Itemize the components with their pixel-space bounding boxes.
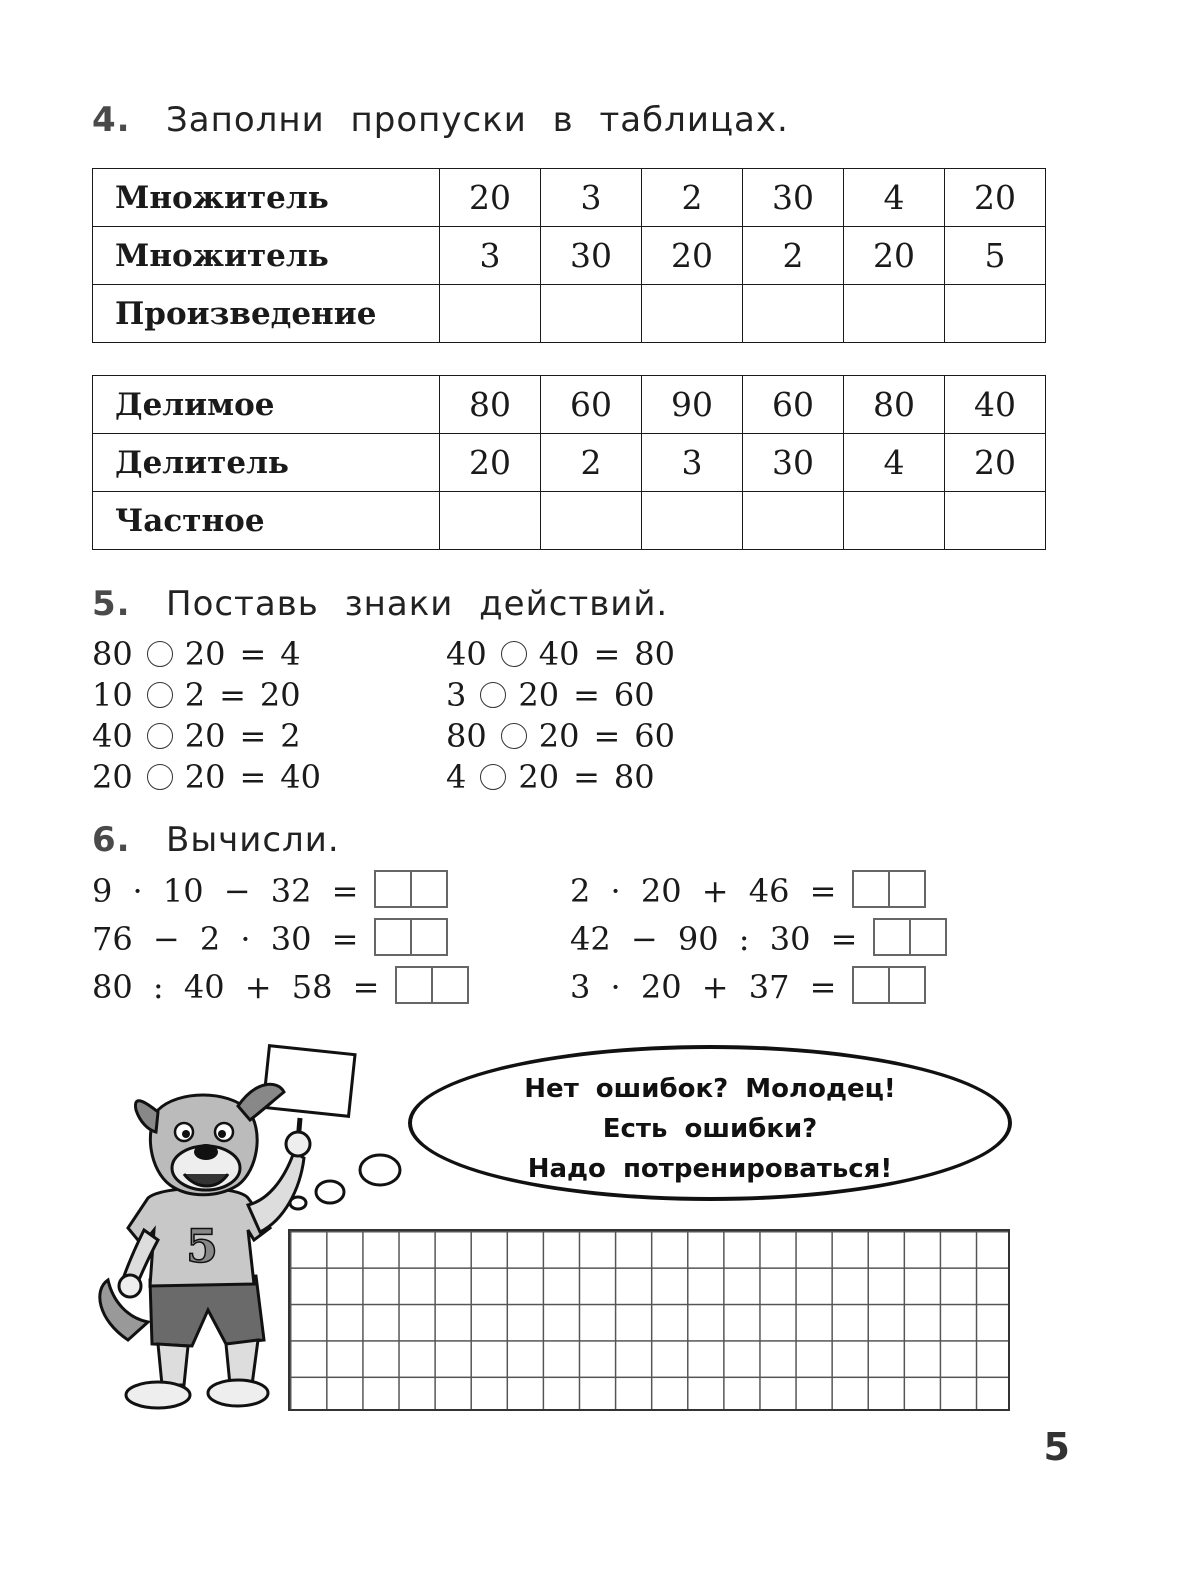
table-row bbox=[93, 492, 1046, 550]
equals-sign: = bbox=[573, 676, 600, 714]
expression-row bbox=[92, 915, 469, 963]
answer-cell[interactable] bbox=[642, 285, 743, 343]
shirt-number: 5 bbox=[186, 1219, 219, 1273]
table-cell: 2 bbox=[541, 434, 642, 492]
answer-cell[interactable] bbox=[844, 285, 945, 343]
calc-right-column bbox=[570, 867, 947, 1011]
row-label: Делимое bbox=[93, 376, 440, 434]
operand: 40 bbox=[92, 717, 133, 755]
result: 4 bbox=[280, 635, 301, 673]
bubble-line: Нет ошибок? Молодец! bbox=[524, 1074, 896, 1104]
table-cell: 3 bbox=[642, 434, 743, 492]
operations-right-column bbox=[446, 634, 675, 798]
sign-circle[interactable] bbox=[501, 641, 527, 667]
result: 60 bbox=[613, 676, 655, 714]
table-cell: 5 bbox=[945, 227, 1046, 285]
table-cell: 80 bbox=[844, 376, 945, 434]
table-cell: 30 bbox=[743, 434, 844, 492]
expression: 80 : 40 + 58 = bbox=[92, 968, 380, 1006]
table-cell: 20 bbox=[642, 227, 743, 285]
sign-circle[interactable] bbox=[147, 682, 173, 708]
row-label: Множитель bbox=[93, 169, 440, 227]
multiplication-table bbox=[92, 168, 1046, 343]
answer-cell[interactable] bbox=[541, 492, 642, 550]
result: 60 bbox=[634, 717, 675, 755]
answer-cell[interactable] bbox=[743, 492, 844, 550]
bubble-line: Надо потренироваться! bbox=[527, 1154, 893, 1184]
equals-sign: = bbox=[239, 717, 267, 755]
operand: 20 bbox=[518, 676, 560, 714]
table-cell: 20 bbox=[844, 227, 945, 285]
table-cell: 3 bbox=[440, 227, 541, 285]
expression: 9 · 10 − 32 = bbox=[92, 872, 359, 910]
task-instruction: Вычисли. bbox=[166, 820, 340, 860]
expression: 3 · 20 + 37 = bbox=[570, 968, 837, 1006]
expression-row bbox=[570, 867, 947, 915]
answer-cell[interactable] bbox=[844, 492, 945, 550]
answer-cell[interactable] bbox=[945, 285, 1046, 343]
table-row bbox=[93, 434, 1046, 492]
table-cell: 20 bbox=[440, 169, 541, 227]
task-4-heading bbox=[92, 100, 789, 140]
operand: 20 bbox=[92, 758, 133, 796]
expression-row bbox=[570, 915, 947, 963]
answer-box[interactable] bbox=[374, 918, 448, 956]
sign-circle[interactable] bbox=[147, 641, 173, 667]
answer-box[interactable] bbox=[395, 966, 469, 1004]
answer-cell[interactable] bbox=[541, 285, 642, 343]
answer-box[interactable] bbox=[873, 918, 947, 956]
table-cell: 30 bbox=[743, 169, 844, 227]
sign-circle[interactable] bbox=[480, 764, 506, 790]
answer-cell[interactable] bbox=[440, 285, 541, 343]
task-number: 5. bbox=[92, 584, 131, 624]
operation-row bbox=[446, 757, 675, 798]
answer-cell[interactable] bbox=[642, 492, 743, 550]
page-number: 5 bbox=[1043, 1425, 1070, 1469]
operand: 2 bbox=[184, 676, 206, 714]
table-cell: 20 bbox=[440, 434, 541, 492]
table-row bbox=[93, 169, 1046, 227]
table-cell: 4 bbox=[844, 434, 945, 492]
sign-board-icon bbox=[263, 1046, 355, 1190]
equals-sign: = bbox=[239, 635, 267, 673]
speech-bubble bbox=[408, 1045, 1012, 1201]
operand: 20 bbox=[184, 635, 226, 673]
task-instruction: Поставь знаки действий. bbox=[166, 584, 669, 624]
result: 20 bbox=[259, 676, 301, 714]
expression-row bbox=[92, 963, 469, 1011]
operation-row bbox=[92, 675, 321, 716]
thought-bubble-icon bbox=[360, 1155, 400, 1185]
table-row bbox=[93, 376, 1046, 434]
result: 40 bbox=[280, 758, 321, 796]
task-5-heading bbox=[92, 584, 668, 624]
operand: 20 bbox=[184, 717, 226, 755]
task-number: 6. bbox=[92, 820, 131, 860]
bubble-line: Есть ошибки? bbox=[602, 1114, 818, 1144]
operand: 80 bbox=[92, 635, 133, 673]
equals-sign: = bbox=[239, 758, 267, 796]
answer-cell[interactable] bbox=[440, 492, 541, 550]
table-cell: 20 bbox=[945, 434, 1046, 492]
equals-sign: = bbox=[593, 717, 621, 755]
row-label: Делитель bbox=[93, 434, 440, 492]
operation-row bbox=[92, 757, 321, 798]
division-table bbox=[92, 375, 1046, 550]
answer-box[interactable] bbox=[852, 870, 926, 908]
operand: 40 bbox=[446, 635, 487, 673]
expression: 2 · 20 + 46 = bbox=[570, 872, 837, 910]
expression-row bbox=[92, 867, 469, 915]
table-cell: 30 bbox=[541, 227, 642, 285]
operand: 80 bbox=[446, 717, 487, 755]
result: 2 bbox=[280, 717, 301, 755]
operand: 20 bbox=[184, 758, 226, 796]
operand: 4 bbox=[446, 758, 467, 796]
operation-row bbox=[446, 634, 675, 675]
answer-box[interactable] bbox=[852, 966, 926, 1004]
sign-circle[interactable] bbox=[147, 764, 173, 790]
equals-sign: = bbox=[219, 676, 246, 714]
thought-bubble-icon bbox=[316, 1181, 344, 1203]
table-row bbox=[93, 285, 1046, 343]
row-label: Множитель bbox=[93, 227, 440, 285]
table-cell: 4 bbox=[844, 169, 945, 227]
task-number: 4. bbox=[92, 100, 131, 140]
operand: 20 bbox=[518, 758, 560, 796]
task-6-heading bbox=[92, 820, 340, 860]
table-row bbox=[93, 227, 1046, 285]
squared-writing-area[interactable] bbox=[288, 1229, 1010, 1411]
operation-row bbox=[446, 675, 675, 716]
operation-row bbox=[446, 716, 675, 757]
row-label: Произведение bbox=[93, 285, 440, 343]
table-cell: 90 bbox=[642, 376, 743, 434]
table-cell: 3 bbox=[541, 169, 642, 227]
operand: 3 bbox=[446, 676, 467, 714]
expression: 76 − 2 · 30 = bbox=[92, 920, 359, 958]
operand: 40 bbox=[538, 635, 580, 673]
result: 80 bbox=[613, 758, 655, 796]
table-cell: 40 bbox=[945, 376, 1046, 434]
table-cell: 80 bbox=[440, 376, 541, 434]
equals-sign: = bbox=[593, 635, 621, 673]
equals-sign: = bbox=[573, 758, 600, 796]
operation-row bbox=[92, 634, 321, 675]
answer-box[interactable] bbox=[374, 870, 448, 908]
expression-row bbox=[570, 963, 947, 1011]
operations-left-column bbox=[92, 634, 321, 798]
operation-row bbox=[92, 716, 321, 757]
answer-cell[interactable] bbox=[743, 285, 844, 343]
operand: 20 bbox=[538, 717, 580, 755]
task-instruction: Заполни пропуски в таблицах. bbox=[166, 100, 789, 140]
answer-cell[interactable] bbox=[945, 492, 1046, 550]
operand: 10 bbox=[92, 676, 133, 714]
table-cell: 2 bbox=[743, 227, 844, 285]
expression: 42 − 90 : 30 = bbox=[570, 920, 858, 958]
calc-left-column bbox=[92, 867, 469, 1011]
table-cell: 20 bbox=[945, 169, 1046, 227]
row-label: Частное bbox=[93, 492, 440, 550]
table-cell: 60 bbox=[743, 376, 844, 434]
table-cell: 2 bbox=[642, 169, 743, 227]
result: 80 bbox=[634, 635, 675, 673]
table-cell: 60 bbox=[541, 376, 642, 434]
sign-circle[interactable] bbox=[480, 682, 506, 708]
sign-circle[interactable] bbox=[501, 723, 527, 749]
sign-circle[interactable] bbox=[147, 723, 173, 749]
